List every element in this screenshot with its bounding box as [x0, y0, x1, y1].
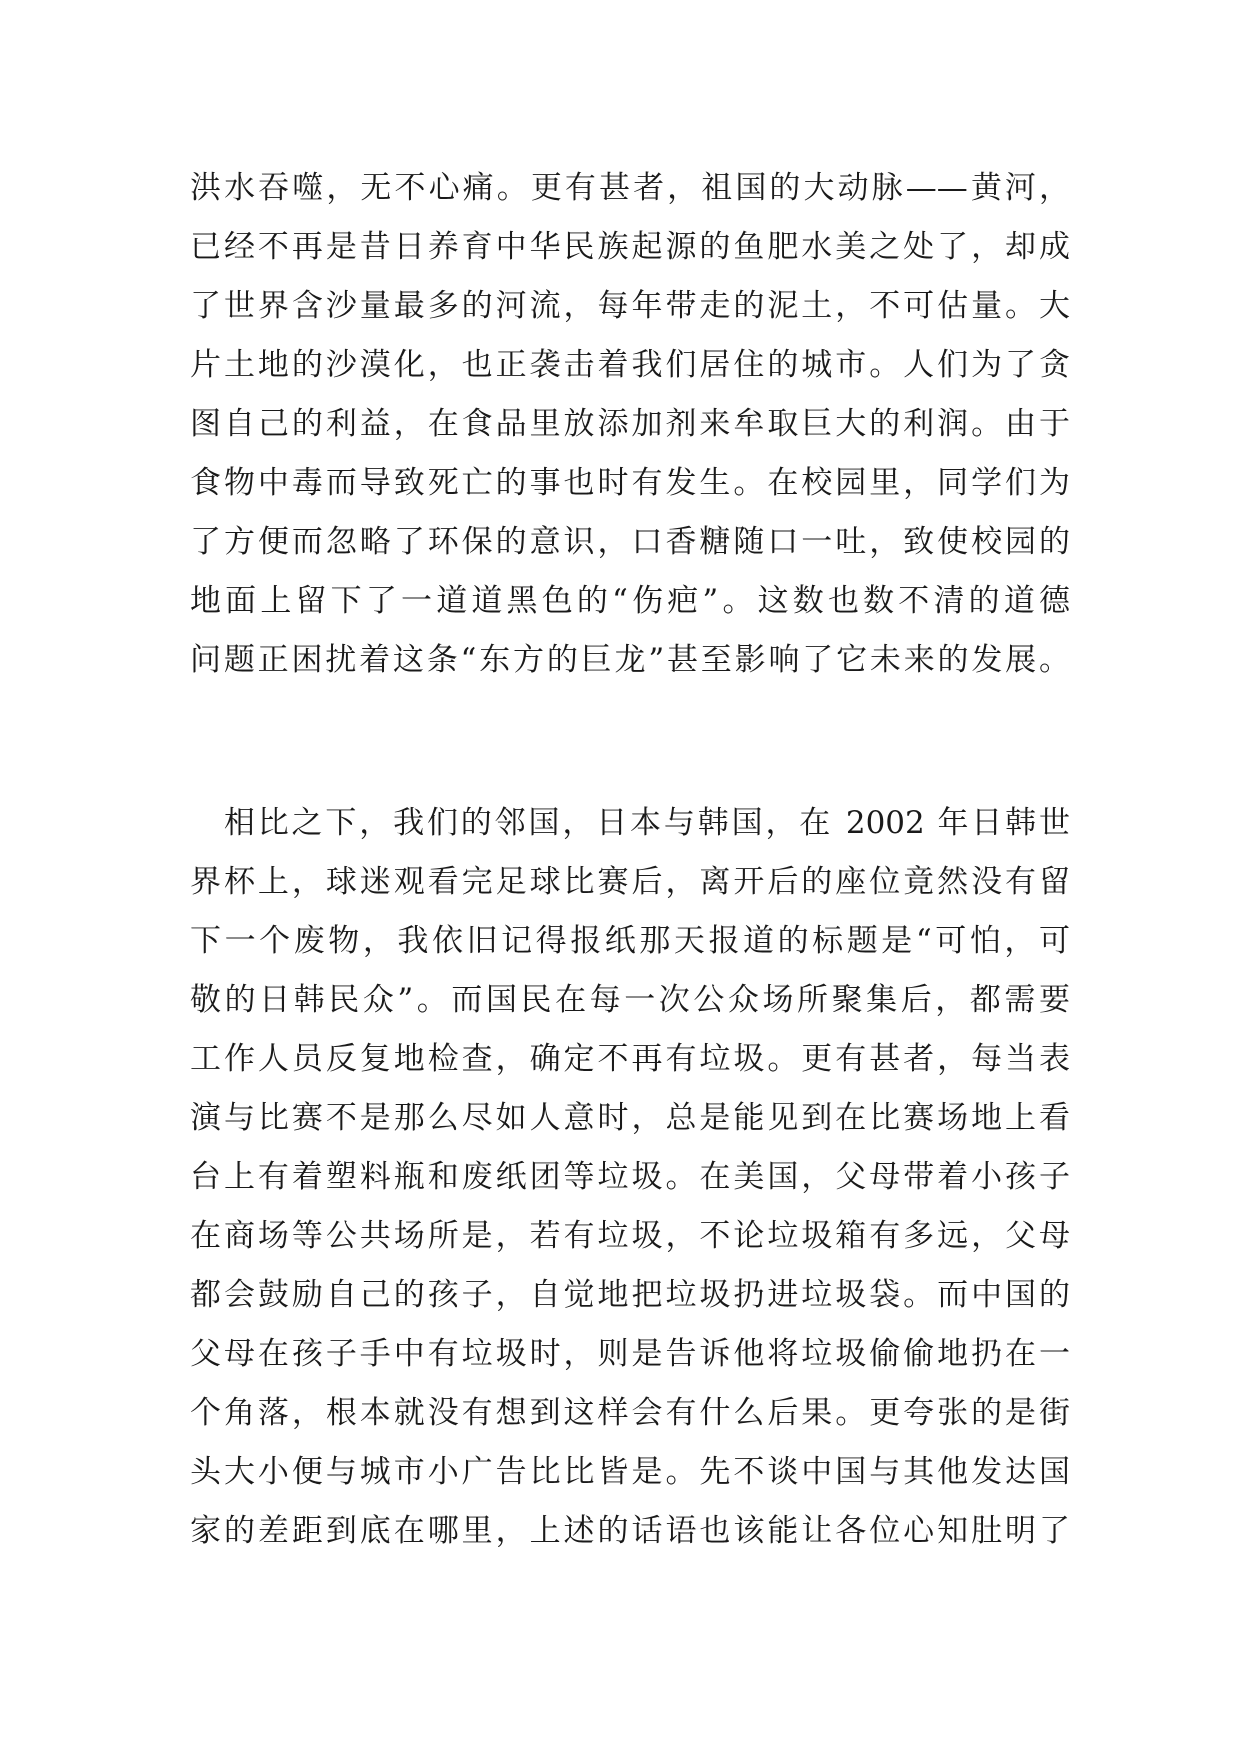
- text-line: 界杯上，球迷观看完足球比赛后，离开后的座位竟然没有留: [190, 864, 1070, 900]
- text-line: 在商场等公共场所是，若有垃圾，不论垃圾箱有多远，父母: [190, 1218, 1070, 1254]
- text-line: 洪水吞噬，无不心痛。更有甚者，祖国的大动脉——黄河，: [190, 170, 1070, 206]
- text-line: 工作人员反复地检查，确定不再有垃圾。更有甚者，每当表: [190, 1041, 1070, 1077]
- text-line: 台上有着塑料瓶和废纸团等垃圾。在美国，父母带着小孩子: [190, 1159, 1070, 1195]
- text-line: 演与比赛不是那么尽如人意时，总是能见到在比赛场地上看: [190, 1100, 1070, 1136]
- text-line: 头大小便与城市小广告比比皆是。先不谈中国与其他发达国: [190, 1454, 1070, 1490]
- text-line: 了方便而忽略了环保的意识，口香糖随口一吐，致使校园的: [190, 524, 1070, 560]
- text-line: 父母在孩子手中有垃圾时，则是告诉他将垃圾偷偷地扔在一: [190, 1336, 1070, 1372]
- paragraph-2: [190, 794, 1070, 1561]
- text-line: 家的差距到底在哪里，上述的话语也该能让各位心知肚明了: [190, 1513, 1070, 1549]
- text-line: 片土地的沙漠化，也正袭击着我们居住的城市。人们为了贪: [190, 347, 1070, 383]
- text-line: 个角落，根本就没有想到这样会有什么后果。更夸张的是街: [190, 1395, 1070, 1431]
- text-line: 问题正困扰着这条“东方的巨龙”甚至影响了它未来的发展。: [190, 642, 1070, 678]
- text-line: 食物中毒而导致死亡的事也时有发生。在校园里，同学们为: [190, 465, 1070, 501]
- text-line: 敬的日韩民众”。而国民在每一次公众场所聚集后，都需要: [190, 982, 1070, 1018]
- text-line: 图自己的利益，在食品里放添加剂来牟取巨大的利润。由于: [190, 406, 1070, 442]
- text-line: 相比之下，我们的邻国，日本与韩国，在 2002 年日韩世: [190, 805, 1070, 841]
- paragraph-1: [190, 159, 1070, 690]
- text-line: 了世界含沙量最多的河流，每年带走的泥土，不可估量。大: [190, 288, 1070, 324]
- text-line: 已经不再是昔日养育中华民族起源的鱼肥水美之处了，却成: [190, 229, 1070, 265]
- text-line: 地面上留下了一道道黑色的“伤疤”。这数也数不清的道德: [190, 583, 1070, 619]
- text-line: 都会鼓励自己的孩子，自觉地把垃圾扔进垃圾袋。而中国的: [190, 1277, 1070, 1313]
- text-line: 下一个废物，我依旧记得报纸那天报道的标题是“可怕，可: [190, 923, 1070, 959]
